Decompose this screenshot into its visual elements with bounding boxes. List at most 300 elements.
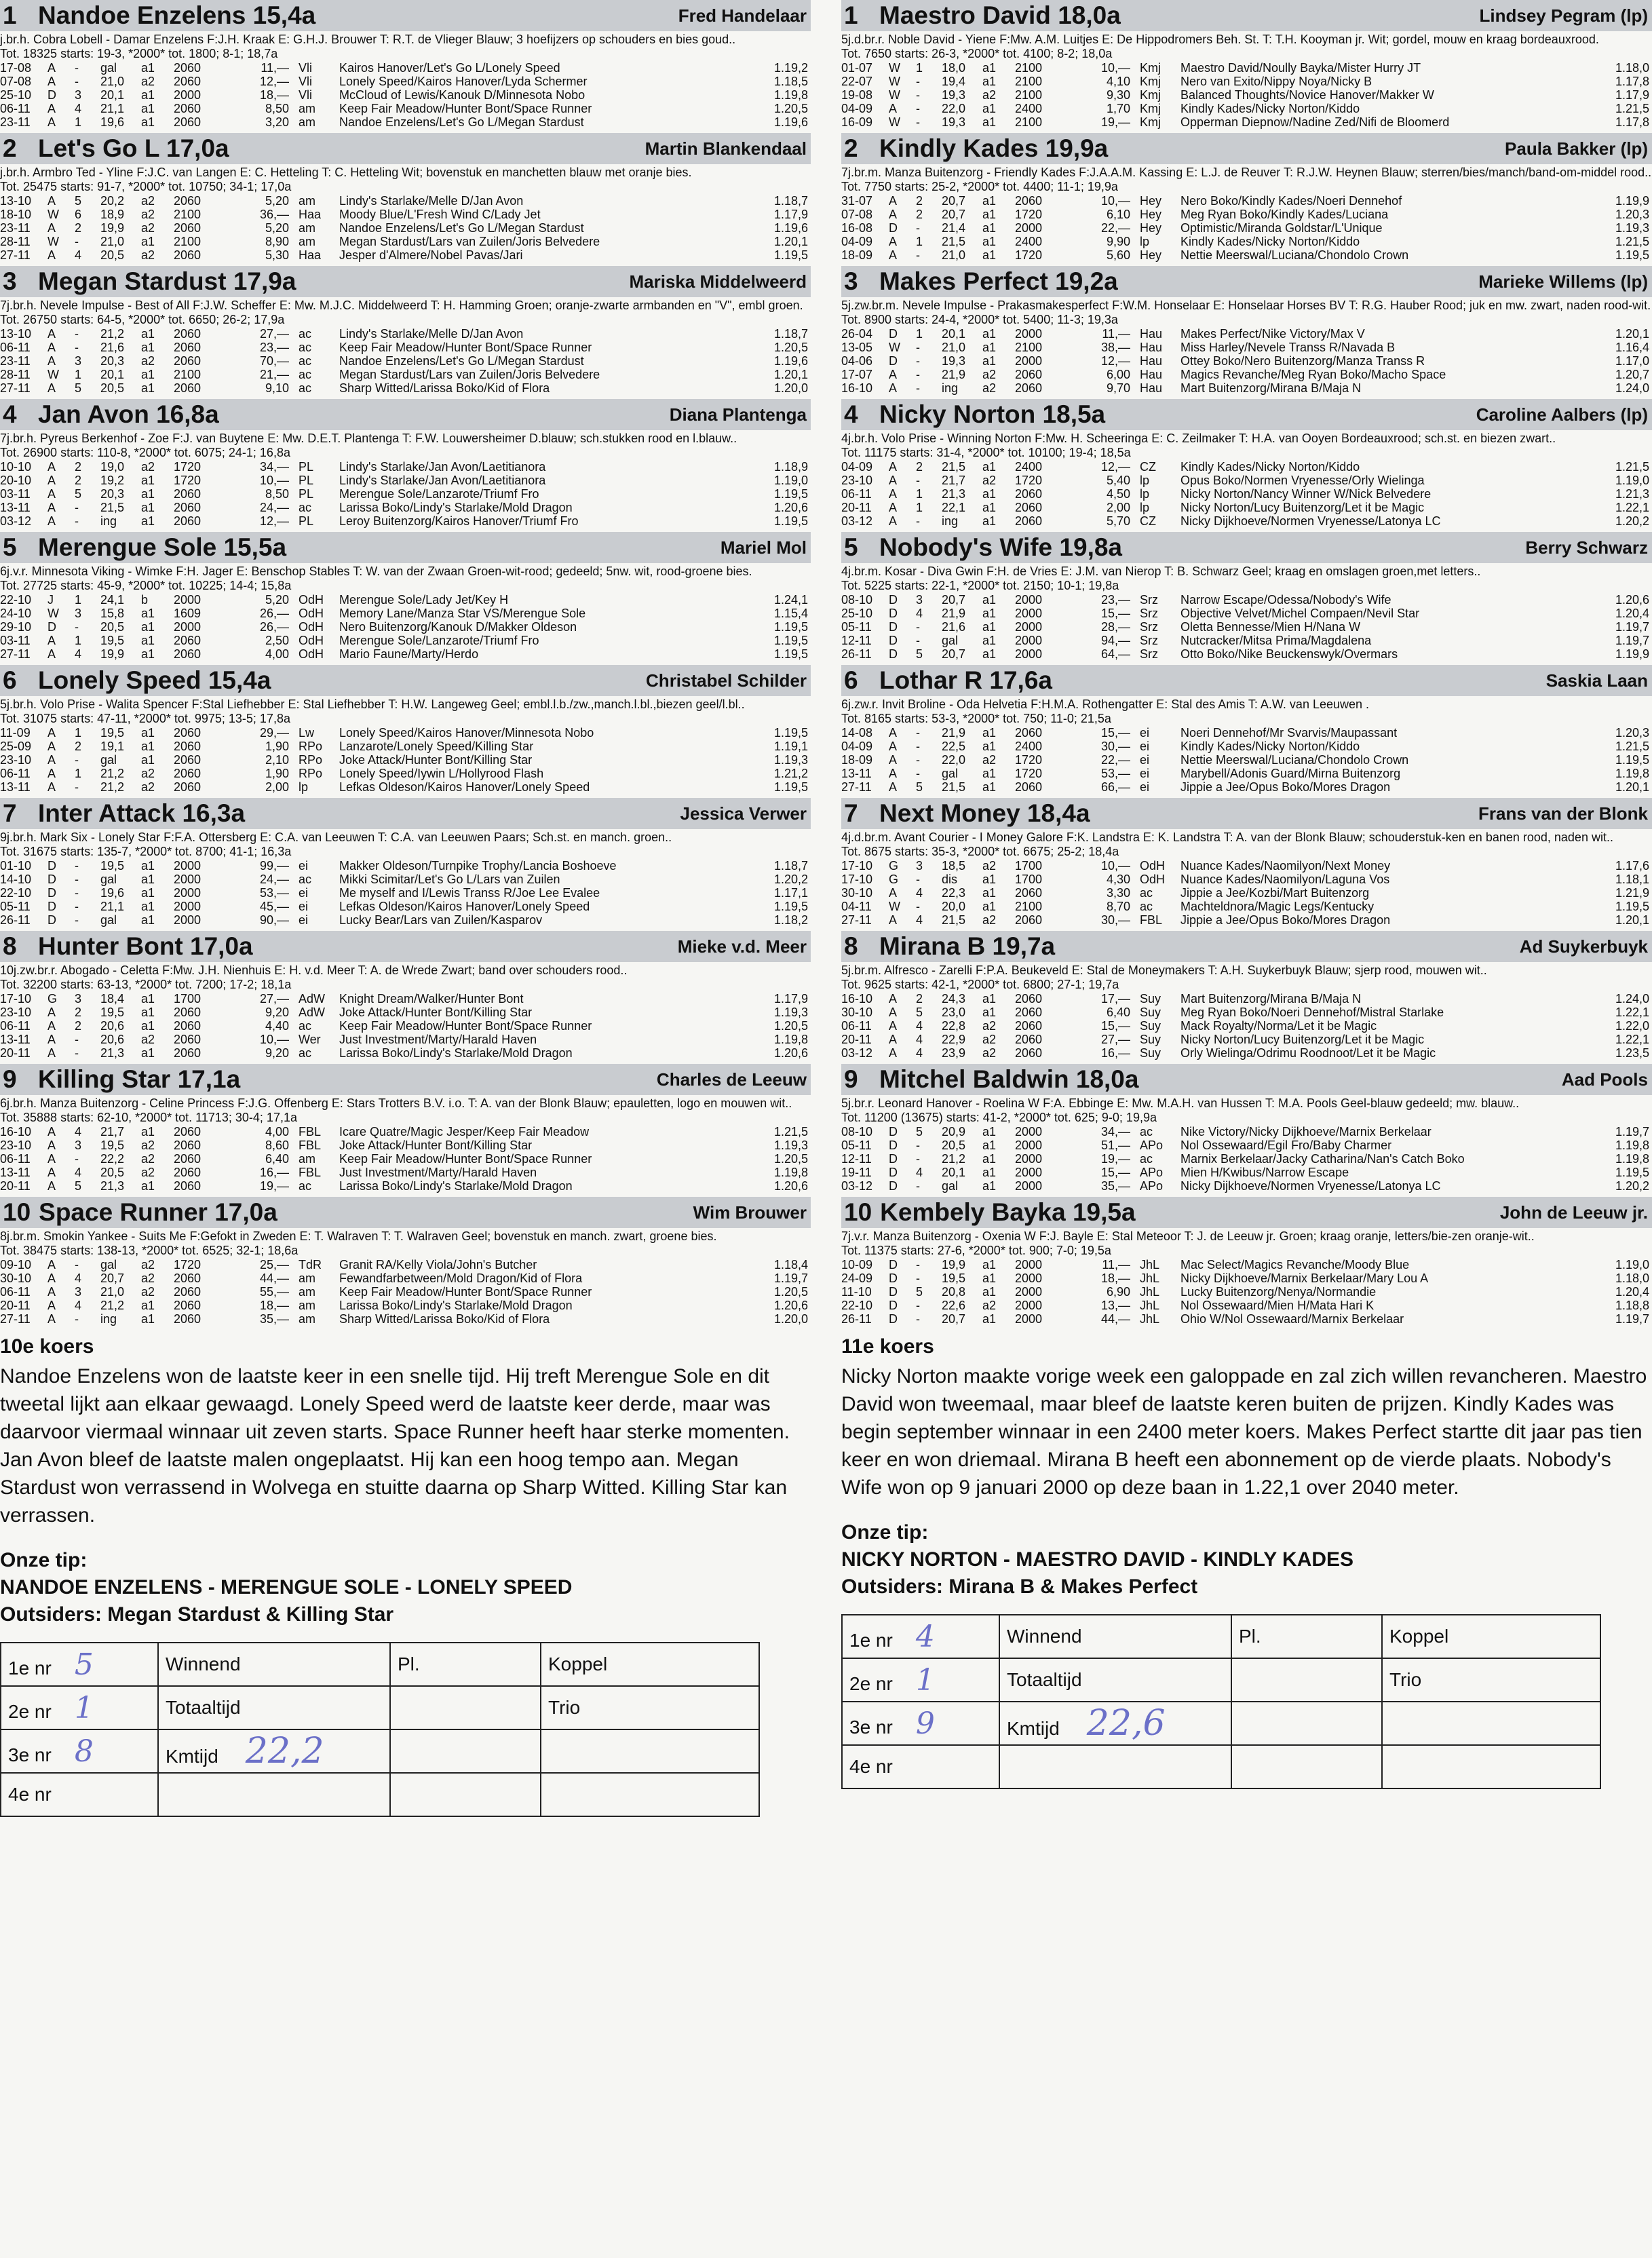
race-date: 09-10 <box>0 1258 32 1271</box>
horse-number: 1 <box>844 1 858 29</box>
start: a2 <box>982 88 997 102</box>
start: a1 <box>982 593 997 607</box>
horse-name: Makes Perfect 19,2a <box>879 267 1118 295</box>
result: Nicky Norton/Lucy Buitenzorg/Let it be Magic <box>1180 501 1425 514</box>
start: a1 <box>141 1019 155 1033</box>
race-date: 04-09 <box>841 740 873 753</box>
form-label: Kmtijd <box>166 1746 218 1767</box>
place: 3 <box>916 859 923 873</box>
table-row <box>0 753 811 767</box>
result: Lindy's Starlake/Jan Avon/Laetitianora <box>339 474 546 487</box>
handwritten-kmtijd: 22,6 <box>1086 1703 1166 1744</box>
form-empty <box>1382 1702 1600 1745</box>
winner-time: 1.19,7 <box>1615 620 1649 634</box>
table-row <box>0 859 811 873</box>
distance: 2060 <box>174 1006 201 1019</box>
winner-time: 1.19,5 <box>773 248 808 262</box>
table-row <box>0 913 811 927</box>
winner-time: 1.20,6 <box>773 1299 808 1312</box>
place: - <box>75 327 79 341</box>
place: 1 <box>75 368 82 381</box>
winner-time: 1.20,5 <box>773 341 808 354</box>
place: - <box>75 873 79 886</box>
odds: 3,20 <box>265 115 289 129</box>
race-10-column <box>0 0 811 1817</box>
place: 3 <box>75 88 82 102</box>
track: A <box>889 1033 898 1046</box>
winner-time: 1.19,8 <box>1615 767 1649 780</box>
odds: 5,40 <box>1106 474 1130 487</box>
time: 20,0 <box>942 900 966 913</box>
winner-time: 1.20,3 <box>1615 208 1649 221</box>
track: D <box>889 634 898 647</box>
place: - <box>75 61 79 75</box>
odds: 9,20 <box>265 1046 289 1060</box>
driver-code: am <box>299 1152 316 1166</box>
start: a2 <box>141 767 155 780</box>
winner-time: 1.19,5 <box>773 514 808 528</box>
race-history <box>841 1125 1652 1193</box>
distance: 1720 <box>1015 208 1043 221</box>
odds: 25,— <box>259 1258 289 1271</box>
result: Nero Buitenzorg/Kanouk D/Makker Oldeson <box>339 620 577 634</box>
start: a2 <box>141 460 155 474</box>
winner-time: 1.24,0 <box>1615 381 1649 395</box>
race-date: 27-11 <box>0 248 31 262</box>
track: D <box>889 1152 898 1166</box>
place: 2 <box>916 992 923 1006</box>
odds: 16,— <box>1100 1046 1130 1060</box>
driver-code: am <box>299 102 316 115</box>
race-history <box>0 593 811 661</box>
track: A <box>889 368 898 381</box>
time: 20,7 <box>942 593 966 607</box>
driver-code: OdH <box>299 593 324 607</box>
pedigree: 9j.br.h. Mark Six - Lonely Star F:F.A. Ottersberg E: C.A. van Leeuwen T: C.A. van Leeuwen Paars; Sch.st. en manch. groen.. <box>0 830 672 844</box>
driver-code: RPo <box>299 767 323 780</box>
horse-name: Mirana B 19,7a <box>879 932 1056 960</box>
bet-form <box>0 1642 760 1817</box>
start: a2 <box>982 753 997 767</box>
result: Fewandfarbetween/Mold Dragon/Kid of Flora <box>339 1271 583 1285</box>
driver-code: am <box>299 194 316 208</box>
distance: 2000 <box>174 593 201 607</box>
horse-name: Kembely Bayka 19,5a <box>880 1198 1136 1226</box>
table-row <box>0 647 811 661</box>
driver-code: PL <box>299 514 314 528</box>
result: Granit RA/Kelly Viola/John's Butcher <box>339 1258 537 1271</box>
winner-time: 1.18,8 <box>1615 1299 1649 1312</box>
distance: 1720 <box>174 474 201 487</box>
start: a1 <box>141 726 155 740</box>
pedigree: 4j.br.h. Volo Prise - Winning Norton F:Mw. H. Scheeringa E: C. Zeilmaker T: H.A. van Ooyen Bordeauxrood; sch.st. en biezen zwart.. <box>841 432 1556 445</box>
time: 21,5 <box>942 235 966 248</box>
place: 3 <box>75 607 82 620</box>
place: 5 <box>916 1006 923 1019</box>
horse-title <box>844 666 1052 695</box>
track: A <box>47 1046 56 1060</box>
odds: 17,— <box>1100 992 1130 1006</box>
place: 5 <box>75 487 82 501</box>
winner-time: 1.19,2 <box>773 61 808 75</box>
driver-code: CZ <box>1140 460 1156 474</box>
result: Objective Velvet/Michel Compaen/Nevil Star <box>1180 607 1420 620</box>
time: 20,6 <box>100 1033 125 1046</box>
handwritten-number: 4 <box>915 1619 935 1654</box>
table-row <box>841 1125 1652 1138</box>
odds: 64,— <box>1100 647 1130 661</box>
horse-header <box>841 133 1652 164</box>
place: 2 <box>75 1006 82 1019</box>
table-row <box>0 740 811 753</box>
result: Marnix Berkelaar/Jacky Catharina/Nan's Catch Boko <box>1180 1152 1465 1166</box>
start: a2 <box>982 1299 997 1312</box>
table-row <box>0 474 811 487</box>
start: a1 <box>141 115 155 129</box>
start: a2 <box>982 1046 997 1060</box>
winner-time: 1.19,8 <box>773 1166 808 1179</box>
odds: 1,90 <box>265 767 289 780</box>
table-row <box>841 767 1652 780</box>
place: 5 <box>75 1179 82 1193</box>
distance: 2060 <box>174 1285 201 1299</box>
start: a1 <box>982 327 997 341</box>
track: D <box>47 900 56 913</box>
table-row <box>0 102 811 115</box>
place: - <box>916 514 920 528</box>
race-date: 07-08 <box>0 75 32 88</box>
time: 21,1 <box>100 102 125 115</box>
winner-time: 1.21,5 <box>1615 740 1649 753</box>
start: a2 <box>141 208 155 221</box>
horse-number: 7 <box>3 799 17 827</box>
track: W <box>47 235 59 248</box>
winner-time: 1.20,2 <box>773 873 808 886</box>
race-date: 10-09 <box>841 1258 873 1271</box>
place: - <box>916 221 920 235</box>
time: 19,2 <box>100 474 125 487</box>
track: A <box>47 115 56 129</box>
track: W <box>47 607 59 620</box>
track: A <box>889 248 898 262</box>
table-row <box>0 208 811 221</box>
odds: 2,10 <box>265 753 289 767</box>
race-date: 20-11 <box>0 1046 31 1060</box>
track: A <box>47 1258 56 1271</box>
winner-time: 1.18,4 <box>773 1258 808 1271</box>
form-label: 1e nr <box>849 1629 893 1651</box>
horse-list <box>841 0 1652 1326</box>
table-row <box>0 368 811 381</box>
place: 1 <box>75 767 82 780</box>
place: 4 <box>75 248 82 262</box>
result: Mart Buitenzorg/Mirana B/Maja N <box>1180 992 1362 1006</box>
start: a1 <box>141 327 155 341</box>
form-empty <box>390 1686 541 1729</box>
career-stats: Tot. 9625 starts: 42-1, *2000* tot. 6800; 27-1; 19,7a <box>841 978 1119 991</box>
start: a2 <box>982 1019 997 1033</box>
place: 5 <box>916 647 923 661</box>
result: Nicky Dijkhoeve/Normen Vryenesse/Latonya LC <box>1180 1179 1441 1193</box>
race-date: 26-11 <box>841 647 872 661</box>
horse-name: Mitchel Baldwin 18,0a <box>879 1065 1139 1093</box>
start: a1 <box>141 859 155 873</box>
result: Nicky Norton/Nancy Winner W/Nick Belvedere <box>1180 487 1432 501</box>
race-date: 17-07 <box>841 368 873 381</box>
winner-time: 1.19,9 <box>1615 194 1649 208</box>
result: Keep Fair Meadow/Hunter Bont/Space Runner <box>339 341 592 354</box>
race-date: 16-10 <box>841 992 873 1006</box>
race-history <box>0 1258 811 1326</box>
start: a1 <box>141 1179 155 1193</box>
form-totaaltijd: Totaaltijd <box>999 1658 1231 1702</box>
odds: 12,— <box>259 75 289 88</box>
race-history <box>0 726 811 794</box>
track: A <box>47 194 56 208</box>
odds: 99,— <box>259 859 289 873</box>
distance: 2100 <box>1015 900 1043 913</box>
odds: 30,— <box>1100 740 1130 753</box>
start: a1 <box>982 886 997 900</box>
table-row <box>0 221 811 235</box>
result: Mac Select/Magics Revanche/Moody Blue <box>1180 1258 1410 1271</box>
distance: 2000 <box>1015 593 1043 607</box>
winner-time: 1.17,6 <box>1615 859 1649 873</box>
track: A <box>47 381 56 395</box>
distance: 2060 <box>1015 726 1043 740</box>
track: A <box>47 647 56 661</box>
winner-time: 1.19,8 <box>1615 1138 1649 1152</box>
horse-header <box>0 133 811 164</box>
race-date: 17-10 <box>841 859 873 873</box>
start: a1 <box>141 607 155 620</box>
pedigree: 6j.v.r. Minnesota Viking - Wimke F:H. Jager E: Benschop Stables T: W. van der Zwaan Groen-wit-rood; gedeeld; 5nw. wit, rood-groene bies. <box>0 564 752 578</box>
handwritten-number: 9 <box>915 1706 935 1741</box>
time: 19,3 <box>942 354 966 368</box>
distance: 1720 <box>1015 474 1043 487</box>
horse-name: Inter Attack 16,3a <box>38 799 246 827</box>
place: - <box>75 913 79 927</box>
distance: 2060 <box>174 487 201 501</box>
track: A <box>47 1179 56 1193</box>
tip-label: Onze tip: <box>841 1521 929 1544</box>
distance: 2000 <box>174 900 201 913</box>
driver-code: ei <box>1140 780 1150 794</box>
winner-time: 1.20,1 <box>773 235 808 248</box>
start: a1 <box>141 474 155 487</box>
table-row <box>0 341 811 354</box>
winner-time: 1.20,2 <box>1615 514 1649 528</box>
place: - <box>916 102 920 115</box>
odds: 2,00 <box>265 780 289 794</box>
winner-time: 1.19,8 <box>1615 1152 1649 1166</box>
race-date: 03-12 <box>0 514 32 528</box>
winner-time: 1.19,5 <box>1615 248 1649 262</box>
start: a1 <box>141 514 155 528</box>
horse-entry <box>0 133 811 262</box>
table-row <box>841 61 1652 75</box>
result: Keep Fair Meadow/Hunter Bont/Space Runner <box>339 1285 592 1299</box>
winner-time: 1.20,1 <box>773 368 808 381</box>
race-history <box>841 61 1652 129</box>
distance: 1700 <box>1015 859 1043 873</box>
distance: 2060 <box>1015 780 1043 794</box>
horse-title <box>3 1198 277 1227</box>
start: a2 <box>141 75 155 88</box>
horse-entry <box>841 399 1652 528</box>
distance: 2100 <box>1015 75 1043 88</box>
winner-time: 1.19,6 <box>773 354 808 368</box>
table-row <box>841 1152 1652 1166</box>
odds: 5,30 <box>265 248 289 262</box>
place: - <box>916 753 920 767</box>
start: a1 <box>982 900 997 913</box>
place: - <box>75 1258 79 1271</box>
race-date: 31-07 <box>841 194 873 208</box>
race-date: 06-11 <box>0 1285 31 1299</box>
distance: 2000 <box>174 859 201 873</box>
driver-code: PL <box>299 487 314 501</box>
distance: 2100 <box>1015 61 1043 75</box>
driver-code: ac <box>1140 900 1153 913</box>
odds: 2,00 <box>1106 501 1130 514</box>
result: Nuance Kades/Naomilyon/Laguna Vos <box>1180 873 1390 886</box>
distance: 2060 <box>174 1299 201 1312</box>
winner-time: 1.19,5 <box>773 726 808 740</box>
form-label: 2e nr <box>8 1700 52 1722</box>
place: - <box>916 1138 920 1152</box>
table-row <box>0 501 811 514</box>
track: A <box>889 235 898 248</box>
table-row <box>841 327 1652 341</box>
form-kmtijd <box>999 1702 1231 1745</box>
race-date: 19-11 <box>841 1166 872 1179</box>
horse-title <box>844 932 1055 961</box>
place: - <box>916 620 920 634</box>
result: Joke Attack/Hunter Bont/Killing Star <box>339 753 533 767</box>
table-row <box>0 248 811 262</box>
driver-name: Berry Schwarz <box>1525 537 1648 558</box>
table-row <box>841 726 1652 740</box>
time: 19,0 <box>100 460 125 474</box>
result: Larissa Boko/Lindy's Starlake/Mold Dragon <box>339 501 573 514</box>
time: 19,6 <box>100 886 125 900</box>
start: a1 <box>982 620 997 634</box>
result: Jippie a Jee/Kozbi/Mart Buitenzorg <box>1180 886 1370 900</box>
track: A <box>47 514 56 528</box>
horse-entry <box>0 266 811 395</box>
winner-time: 1.17,0 <box>1615 354 1649 368</box>
race-date: 13-10 <box>0 327 32 341</box>
form-empty <box>1231 1658 1382 1702</box>
bet-form <box>841 1614 1601 1789</box>
place: - <box>75 1312 79 1326</box>
odds: 4,10 <box>1106 75 1130 88</box>
driver-code: APo <box>1140 1166 1164 1179</box>
distance: 2000 <box>174 913 201 927</box>
start: a1 <box>982 75 997 88</box>
time: 19,3 <box>942 88 966 102</box>
track: D <box>47 886 56 900</box>
track: A <box>47 1312 56 1326</box>
track: G <box>47 992 58 1006</box>
result: Machteldnora/Magic Legs/Kentucky <box>1180 900 1375 913</box>
driver-code: JhL <box>1140 1299 1160 1312</box>
form-empty <box>1231 1702 1382 1745</box>
result: Keep Fair Meadow/Hunter Bont/Space Runner <box>339 102 592 115</box>
horse-header <box>841 532 1652 563</box>
odds: 3,30 <box>1106 886 1130 900</box>
track: D <box>889 1271 898 1285</box>
driver-code: Hey <box>1140 221 1162 235</box>
odds: 1,90 <box>265 740 289 753</box>
driver-code: JhL <box>1140 1258 1160 1271</box>
horse-number: 4 <box>844 400 858 428</box>
race-date: 23-10 <box>0 1006 32 1019</box>
odds: 23,— <box>259 341 289 354</box>
career-stats: Tot. 11375 starts: 27-6, *2000* tot. 900; 7-0; 19,5a <box>841 1244 1111 1257</box>
track: D <box>889 593 898 607</box>
driver-code: Suy <box>1140 1019 1161 1033</box>
start: a1 <box>982 634 997 647</box>
driver-code: lp <box>299 780 309 794</box>
race-date: 18-09 <box>841 248 873 262</box>
place: - <box>75 886 79 900</box>
form-empty <box>158 1773 390 1816</box>
start: a1 <box>141 1006 155 1019</box>
race-date: 18-10 <box>0 208 32 221</box>
start: a2 <box>141 1285 155 1299</box>
track: A <box>889 501 898 514</box>
result: Moody Blue/L'Fresh Wind C/Lady Jet <box>339 208 541 221</box>
driver-code: ac <box>299 381 312 395</box>
track: D <box>47 88 56 102</box>
odds: 12,— <box>1100 354 1130 368</box>
start: a2 <box>141 1271 155 1285</box>
tip-value: NANDOE ENZELENS - MERENGUE SOLE - LONELY SPEED <box>0 1576 573 1599</box>
time: 18,9 <box>100 208 125 221</box>
table-row <box>0 726 811 740</box>
pedigree: 5j.br.m. Alfresco - Zarelli F:P.A. Beukeveld E: Stal de Moneymakers T: A.H. Suykerbuyk Blauw; sjerp rood, mouwen wit.. <box>841 963 1487 977</box>
race-date: 11-10 <box>841 1285 872 1299</box>
pedigree: 7j.br.h. Nevele Impulse - Best of All F:J.W. Scheffer E: Mw. M.J.C. Middelweerd T: H. Hamming Groen; oranje-zwarte armbanden en "V", embl groen. <box>0 299 803 312</box>
race-history <box>841 1258 1652 1326</box>
horse-title <box>844 799 1090 828</box>
distance: 2060 <box>174 1019 201 1033</box>
race-history <box>841 859 1652 927</box>
distance: 2000 <box>1015 1166 1043 1179</box>
result: Lonely Speed/Kairos Hanover/Lyda Schermer <box>339 75 588 88</box>
table-row <box>841 1138 1652 1152</box>
track: A <box>47 248 56 262</box>
result: Ottey Boko/Nero Buitenzorg/Manza Transs R <box>1180 354 1425 368</box>
time: gal <box>942 634 959 647</box>
start: a1 <box>141 992 155 1006</box>
race-history <box>841 194 1652 262</box>
distance: 2060 <box>174 115 201 129</box>
horse-title <box>3 932 253 961</box>
form-winnend: Winnend <box>999 1615 1231 1658</box>
winner-time: 1.20,0 <box>773 1312 808 1326</box>
race-date: 04-09 <box>841 460 873 474</box>
place: 4 <box>916 607 923 620</box>
track: A <box>889 1019 898 1033</box>
track: A <box>889 1006 898 1019</box>
winner-time: 1.19,5 <box>773 634 808 647</box>
horse-number: 8 <box>3 932 17 960</box>
winner-time: 1.20,7 <box>1615 368 1649 381</box>
table-row <box>841 647 1652 661</box>
